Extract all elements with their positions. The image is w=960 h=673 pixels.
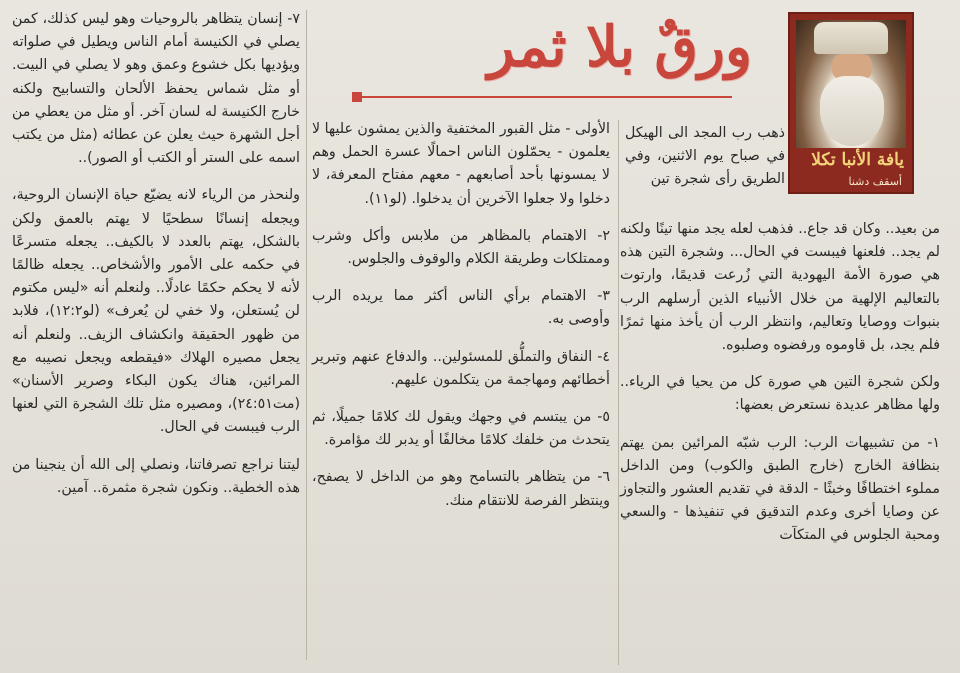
article-title: ورقٌ بلا ثمر [487, 14, 752, 80]
title-block [340, 10, 780, 110]
paragraph: ٧- إنسان يتظاهر بالروحيات وهو ليس كذلك، كمن يصلي في الكنيسة أمام الناس ويطيل في صلواته ويؤديها بكل خشوع وعمق وهو لا يصلي في البيت. أو مثل شماس يحفظ الألحان والتسابيح ولكنه خارج الكنيسة له لسان آخر. أو مثل من يعطي من أجل الشهرة حيث يعلن عن عطائه (مثل من يكتب اسمه على الستر أو الكتب أو الصور).. [12, 11, 300, 167]
author-photo [796, 20, 906, 148]
paragraph: ذهب رب المجد الى الهيكل في صباح يوم الاثنين، وفي الطريق رأى شجرة تين [625, 125, 785, 188]
author-photo-box [788, 12, 914, 194]
column-label: يافة الأنبا تكلا [811, 150, 904, 170]
column-divider-left [306, 10, 307, 660]
article-column-middle [312, 118, 610, 519]
paragraph: من بعيد.. وكان قد جاع.. فذهب لعله يجد منها تينًا ولكنه لم يجد.. فلعنها فيبست في الحال... وشجرة التين هذه هي صورة الأمة اليهودية التي زُرعت قديمًا، وارتوت بالتعاليم الإلهية من خلال الأنبياء الذين أرسلهم الرب بنبوات ووصايا وتعاليم، وانتظر الرب أن يأخذ منها ثمرًا فلم يجد، بل قاوموه ورفضوه وصلبوه. [620, 221, 940, 354]
title-dot [352, 92, 362, 102]
paragraph: ٤- النفاق والتملُّق للمسئولين.. والدفاع عنهم وتبرير أخطائهم ومهاجمة من يتكلمون عليهم. [312, 348, 610, 388]
paragraph: ولنحذر من الرياء لانه يضيّع حياة الإنسان الروحية، ويجعله إنسانًا سطحيًا لا يهتم بالعمق ولكن بالشكل، يهتم بالعدد لا بالكيف.. يجعله متسرعًا في حكمه على الأمور والأشخاص.. يجعله ظالمًا لأنه لا يحكم حكمًا عادلًا.. ولنعلم أنه «ليس مكتوم لن يُستعلن، ولا خفي لن يُعرف» (لو١٢:٢)، فلابد من ظهور الحقيقة وانكشاف الزيف.. ولنعلم أنه يجعل مصيره الهلاك «فيقطعه ويجعل نصيبه مع المرائين، هناك يكون البكاء وصرير الأسنان» (مت٢٤:٥١)، ومصيره مثل تلك الشجرة التي لعنها الرب فيبست في الحال. [12, 187, 300, 436]
paragraph: ٦- من يتظاهر بالتسامح وهو من الداخل لا يصفح، وينتظر الفرصة للانتقام منك. [312, 469, 610, 509]
article-column-left [12, 8, 300, 506]
paragraph: ولكن شجرة التين هي صورة كل من يحيا في الرياء.. ولها مظاهر عديدة نستعرض بعضها: [620, 374, 940, 414]
paragraph: ١- من تشبيهات الرب: الرب شبّه المرائين بمن يهتم بنظافة الخارج (خارج الطبق والكوب) ومن الداخل مملوء اختطافًا وخبثًا - الدقة في تقديم العشور والتجاوز عن وصايا أخرى وعدم التدقيق في تنفيذها - والسعي ومحبة الجلوس في المتكآت [620, 434, 940, 544]
paragraph: ٣- الاهتمام برأي الناس أكثر مما يريده الرب وأوصى به. [312, 288, 610, 328]
article-column-right [620, 218, 940, 554]
article-column-right-top [625, 122, 785, 198]
paragraph: ليتنا نراجع تصرفاتنا، ونصلي إلى الله أن ينجينا من هذه الخطية.. ونكون شجرة مثمرة.. آمين. [12, 456, 300, 496]
hat-shape [814, 22, 888, 54]
paragraph: ٥- من يبتسم في وجهك ويقول لك كلامًا جميلًا، ثم يتحدث من خلفك كلامًا مخالفًا أو يدبر لك مؤامرة. [312, 409, 610, 449]
paragraph: ٢- الاهتمام بالمظاهر من ملابس وأكل وشرب وممتلكات وطريقة الكلام والوقوف والجلوس. [312, 227, 610, 268]
title-underline [362, 96, 732, 98]
column-divider-right [618, 120, 619, 665]
author-name: أسقف دشنا [848, 175, 902, 188]
paragraph: الأولى - مثل القبور المختفية والذين يمشون عليها لا يعلمون - يحمّلون الناس احمالًا عسرة الحمل وهم لا يمسونها بأحد أصابعهم - معهم مفتاح المعرفة، لا دخلوا ولا جعلوا الآخرين أن يدخلوا. (لو١١). [312, 121, 610, 207]
beard-shape [820, 76, 884, 146]
